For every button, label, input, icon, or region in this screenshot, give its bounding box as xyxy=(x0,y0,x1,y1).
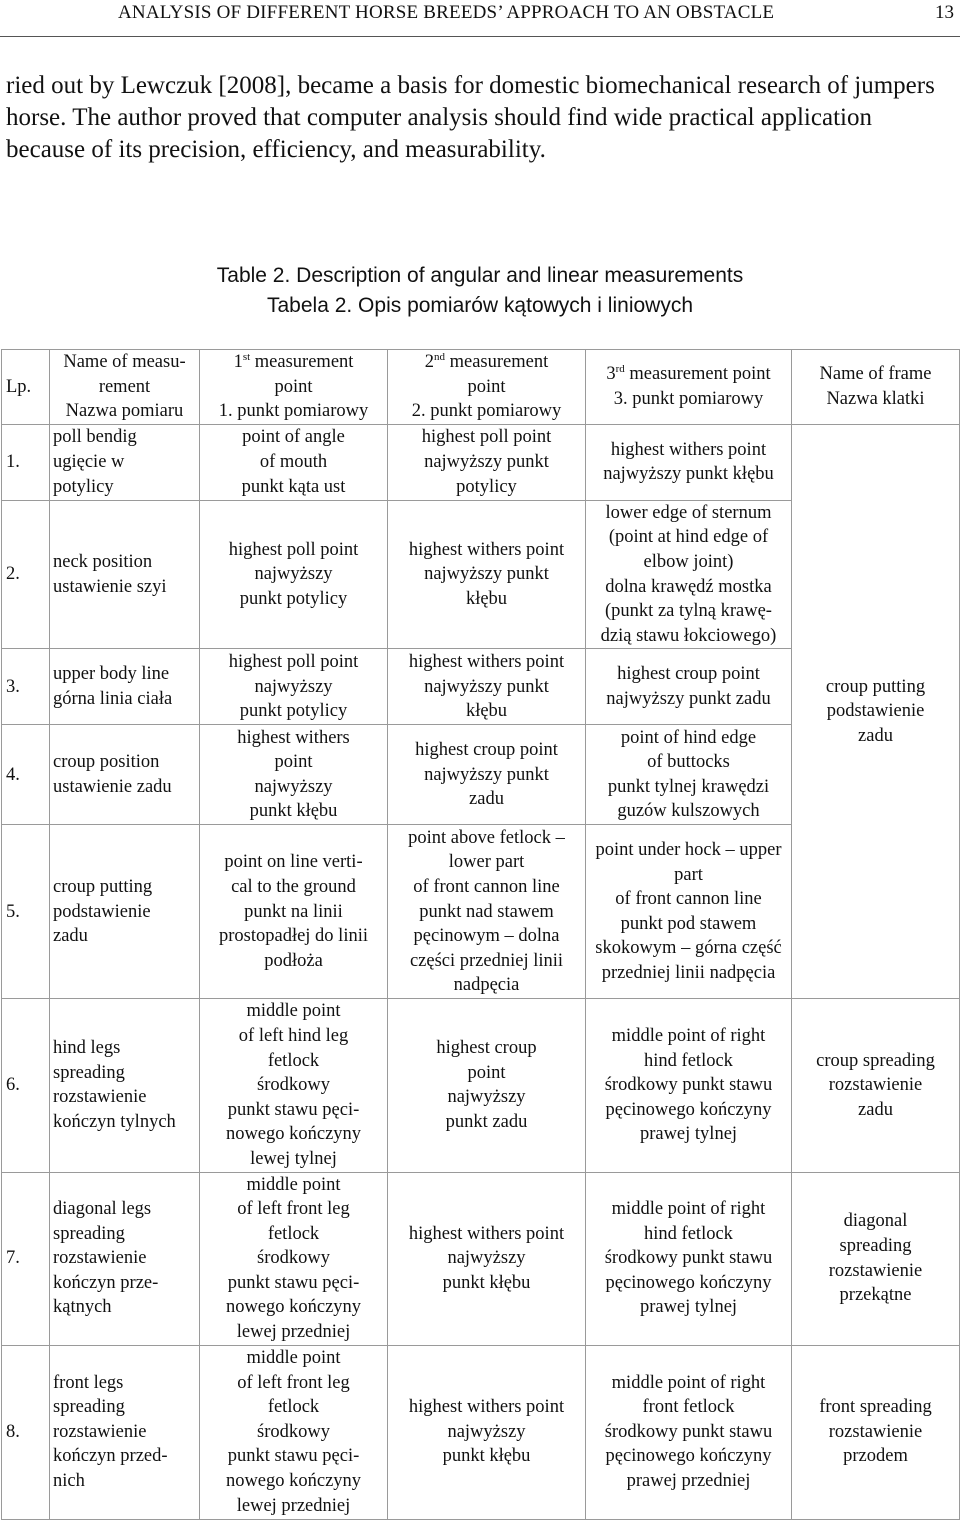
row-frame: diagonal spreading rozstawienie przekątne xyxy=(792,1172,960,1345)
row-measurement-name: poll bendig ugięcie w potylicy xyxy=(50,424,200,500)
row-frame: front spreading rozstawienie przodem xyxy=(792,1345,960,1519)
row-point-2: highest croup point najwyższy punkt zadu xyxy=(388,999,586,1172)
header-frame: Name of frame Nazwa klatki xyxy=(792,350,960,425)
table-header-row xyxy=(2,350,960,425)
intro-paragraph: ried out by Lewczuk [2008], became a basis for domestic biomechanical research of jumpers horse. The author proved that computer analysis should find wide practical application because of its precision, efficiency, and measurability. xyxy=(6,72,935,163)
row-lp: 2. xyxy=(2,500,50,649)
row-measurement-name: upper body line górna linia ciała xyxy=(50,649,200,725)
row-point-2: highest withers point najwyższy punkt kłębu xyxy=(388,1172,586,1345)
running-title: ANALYSIS OF DIFFERENT HORSE BREEDS’ APPROACH TO AN OBSTACLE xyxy=(118,2,775,23)
row-point-1: highest withers point najwyższy punkt kłębu xyxy=(200,725,388,825)
header-point-3: 3rd measurement point 3. punkt pomiarowy xyxy=(586,350,792,425)
row-point-3: point of hind edge of buttocks punkt tylnej krawędzi guzów kulszowych xyxy=(586,725,792,825)
row-frame-croup-putting: croup putting podstawienie zadu xyxy=(792,424,960,999)
row-lp: 4. xyxy=(2,725,50,825)
table-caption-pl: Tabela 2. Opis pomiarów kątowych i liniowych xyxy=(266,294,694,317)
row-point-3: point under hock – upper part of front cannon line punkt pod stawem skokowym – górna część przedniej linii nadpęcia xyxy=(586,825,792,999)
row-lp: 7. xyxy=(2,1172,50,1345)
row-measurement-name: diagonal legs spreading rozstawienie kończyn prze- kątnych xyxy=(50,1172,200,1345)
row-point-3: highest croup point najwyższy punkt zadu xyxy=(586,649,792,725)
table-caption-en: Table 2. Description of angular and linear measurements xyxy=(216,264,744,287)
row-lp: 8. xyxy=(2,1345,50,1519)
row-lp: 6. xyxy=(2,999,50,1172)
row-point-2: point above fetlock – lower part of front cannon line punkt nad stawem pęcinowym – dolna części przedniej linii nadpęcia xyxy=(388,825,586,999)
table-row xyxy=(2,999,960,1172)
row-measurement-name: neck position ustawienie szyi xyxy=(50,500,200,649)
page-number: 13 xyxy=(935,2,954,23)
row-point-1: middle point of left hind leg fetlock środkowy punkt stawu pęci- nowego kończyny lewej tylnej xyxy=(200,999,388,1172)
row-point-3: middle point of right hind fetlock środkowy punkt stawu pęcinowego kończyny prawej tylnej xyxy=(586,999,792,1172)
row-point-2: highest withers point najwyższy punkt kłębu xyxy=(388,1345,586,1519)
row-lp: 3. xyxy=(2,649,50,725)
row-frame: croup spreading rozstawienie zadu xyxy=(792,999,960,1172)
row-measurement-name: front legs spreading rozstawienie kończyn przed- nich xyxy=(50,1345,200,1519)
row-measurement-name: croup putting podstawienie zadu xyxy=(50,825,200,999)
row-point-2: highest croup point najwyższy punkt zadu xyxy=(388,725,586,825)
measurements-table xyxy=(1,349,960,1520)
table-row xyxy=(2,1345,960,1519)
row-point-3: highest withers point najwyższy punkt kłębu xyxy=(586,424,792,500)
row-point-2: highest withers point najwyższy punkt kłębu xyxy=(388,649,586,725)
row-measurement-name: croup position ustawienie zadu xyxy=(50,725,200,825)
row-point-2: highest withers point najwyższy punkt kłębu xyxy=(388,500,586,649)
row-point-1: middle point of left front leg fetlock środkowy punkt stawu pęci- nowego kończyny lewej przedniej xyxy=(200,1345,388,1519)
row-point-3: lower edge of sternum (point at hind edge of elbow joint) dolna krawędź mostka (punkt za tylną krawę- dzią stawu łokciowego) xyxy=(586,500,792,649)
row-point-1: point of angle of mouth punkt kąta ust xyxy=(200,424,388,500)
row-point-2: highest poll point najwyższy punkt potylicy xyxy=(388,424,586,500)
table-row xyxy=(2,1172,960,1345)
row-lp: 1. xyxy=(2,424,50,500)
header-point-2: 2nd measurement point 2. punkt pomiarowy xyxy=(388,350,586,425)
header-lp: Lp. xyxy=(2,350,50,425)
row-point-1: point on line verti- cal to the ground punkt na linii prostopadłej do linii podłoża xyxy=(200,825,388,999)
row-point-1: middle point of left front leg fetlock środkowy punkt stawu pęci- nowego kończyny lewej przedniej xyxy=(200,1172,388,1345)
row-point-3: middle point of right hind fetlock środkowy punkt stawu pęcinowego kończyny prawej tylnej xyxy=(586,1172,792,1345)
header-point-1: 1st measurement point 1. punkt pomiarowy xyxy=(200,350,388,425)
header-name: Name of measu- rement Nazwa pomiaru xyxy=(50,350,200,425)
table-row xyxy=(2,424,960,500)
running-header xyxy=(0,0,960,37)
row-point-1: highest poll point najwyższy punkt potylicy xyxy=(200,649,388,725)
row-point-3: middle point of right front fetlock środkowy punkt stawu pęcinowego kończyny prawej przedniej xyxy=(586,1345,792,1519)
row-lp: 5. xyxy=(2,825,50,999)
row-measurement-name: hind legs spreading rozstawienie kończyn tylnych xyxy=(50,999,200,1172)
row-point-1: highest poll point najwyższy punkt potylicy xyxy=(200,500,388,649)
